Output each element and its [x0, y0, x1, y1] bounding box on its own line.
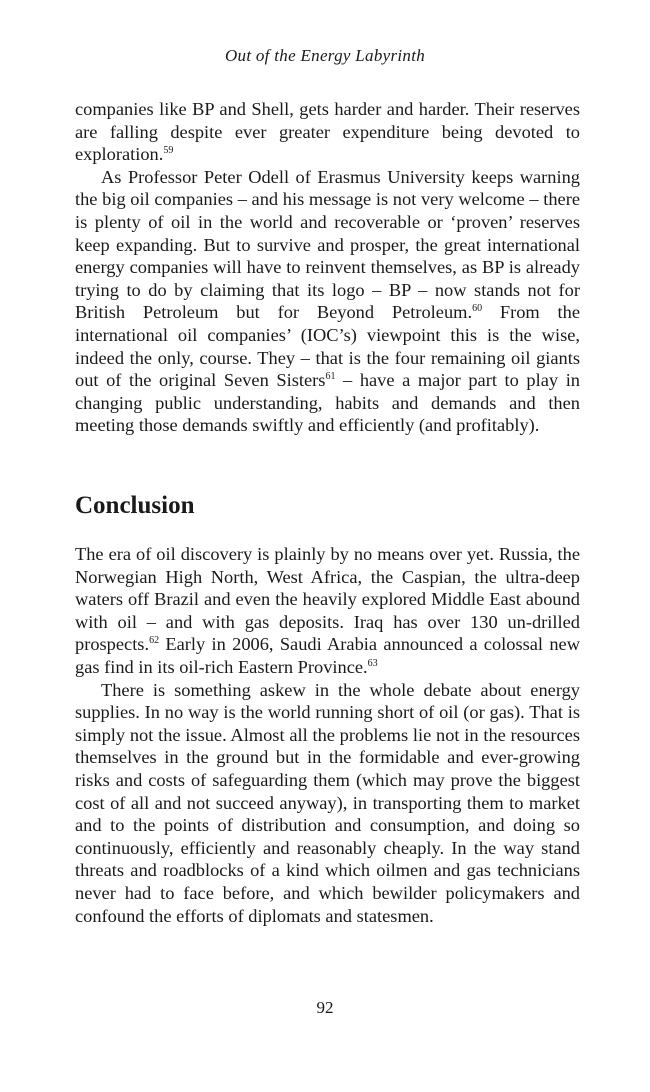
paragraph-text: There is something askew in the whole debate about energy supplies. In no way is the world running short of oil (or gas). That is simply not the issue. Almost all the problems lie not in the resources themselves in the ground but in the formidable and ever-growing risks and costs of safeguarding them (which may prove the biggest cost of all and not succeed anyway), in transporting them to market and to the points of distribution and consumption, and doing so continuously, efficiently and reasonably cheaply. In the way stand threats and roadblocks of a kind which oilmen and gas technicians never had to face before, and which bewilder policymakers and confound the efforts of diplomats and statesmen. — [75, 679, 580, 926]
footnote-ref: 60 — [472, 303, 483, 315]
section-heading: Conclusion — [75, 492, 195, 519]
paragraph-text: The era of oil discovery is plainly by no means over yet. Russia, the Norwegian High North, West Africa, the Caspian, the ultra-deep waters off Brazil and even the heavily explored Middle East abound with oil – and with gas deposits. Iraq has over 130 un-drilled prospects. — [75, 544, 580, 655]
paragraph-text: companies like BP and Shell, gets harder and harder. Their reserves are falling despite ever greater expenditure being devoted to exploration. — [75, 99, 580, 165]
footnote-ref: 63 — [367, 657, 378, 669]
paragraph — [75, 166, 580, 437]
paragraph-text: – have a major part to play in changing public understanding, habits and demands and then meeting those demands swiftly and efficiently (and profitably). — [75, 370, 580, 436]
paragraph-text: As Professor Peter Odell of Erasmus University keeps warning the big oil companies – and his message is not very welcome – there is plenty of oil in the world and recoverable or ‘proven’ reserves keep expanding. But to survive and prosper, the great international energy companies will have to reinvent themselves, as BP is already trying to do by claiming that its logo – BP – now stands not for British Petroleum but for Beyond Petroleum. — [75, 166, 580, 323]
paragraph — [75, 98, 580, 166]
footnote-ref: 59 — [163, 145, 174, 157]
paragraph-text: Early in 2006, Saudi Arabia announced a colossal new gas find in its oil-rich Eastern Province. — [75, 634, 580, 677]
footnote-ref: 62 — [149, 635, 160, 647]
footnote-ref: 61 — [325, 371, 336, 382]
paragraph — [75, 679, 580, 928]
page-number: 92 — [316, 998, 334, 1017]
body-text-top — [75, 98, 580, 437]
paragraph-text: From the international oil companies’ (IOC’s) viewpoint this is the wise, indeed the only, course. They – that is the four remaining oil giants out of the original Seven Sisters — [75, 302, 581, 391]
body-text-bottom — [75, 543, 580, 927]
paragraph — [75, 543, 580, 679]
running-head: Out of the Energy Labyrinth — [224, 46, 426, 65]
